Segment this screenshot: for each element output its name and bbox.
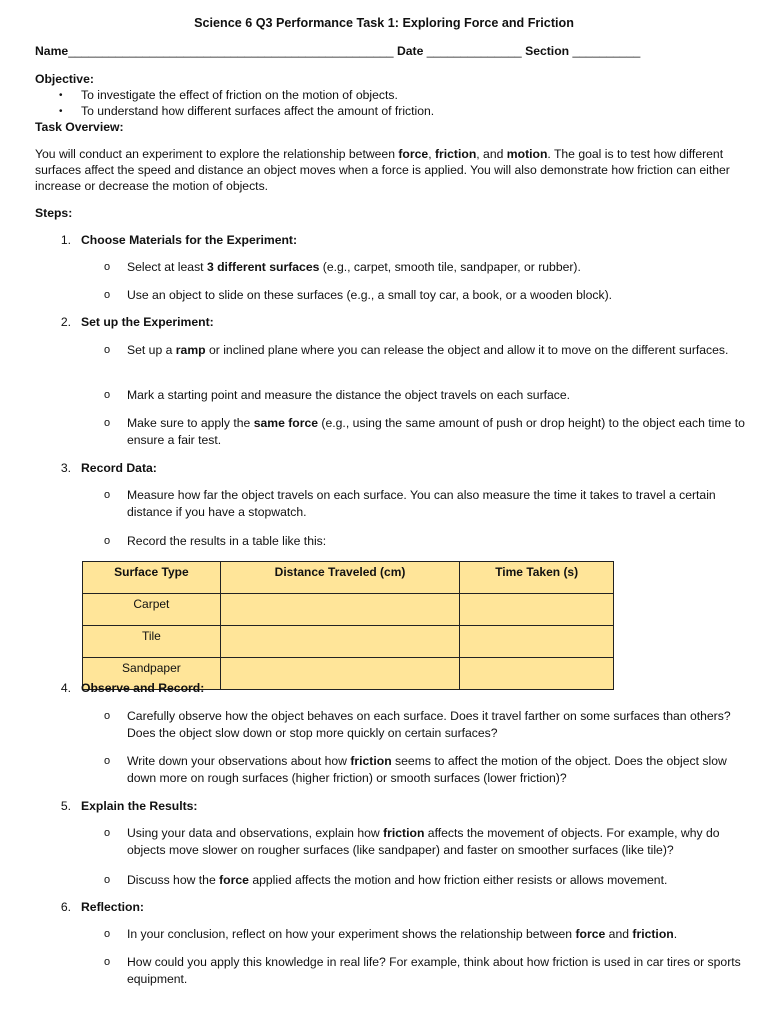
sub-bullet-icon: o bbox=[104, 755, 111, 767]
step-item: Set up a ramp or inclined plane where you can release the object and allow it to move on the different surfaces. bbox=[127, 343, 729, 357]
sub-bullet-icon: o bbox=[104, 289, 111, 301]
table-header-cell: Surface Type bbox=[83, 562, 221, 594]
sub-bullet-icon: o bbox=[104, 928, 111, 940]
objective-item-1: To investigate the effect of friction on the motion of objects. bbox=[81, 88, 398, 102]
name-label: Name bbox=[35, 44, 69, 58]
step-item: Write down your observations about how friction seems to affect the motion of the object. Does the object slow down more on rough surfaces (higher friction) or smooth surfaces (lower friction)? bbox=[127, 754, 727, 785]
table-cell-surface: Tile bbox=[83, 626, 221, 658]
sub-bullet-icon: o bbox=[104, 389, 111, 401]
step-item: Select at least 3 different surfaces (e.g., carpet, smooth tile, sandpaper, or rubber). bbox=[127, 260, 581, 274]
sub-bullet-icon: o bbox=[104, 710, 111, 722]
step-title: Observe and Record: bbox=[81, 681, 205, 695]
step-title: Record Data: bbox=[81, 461, 157, 475]
step-title: Explain the Results: bbox=[81, 799, 198, 813]
sub-bullet-icon: o bbox=[104, 874, 111, 886]
step-number: 2. bbox=[60, 315, 71, 329]
step-title: Reflection: bbox=[81, 900, 144, 914]
objective-item-2: To understand how different surfaces affect the amount of friction. bbox=[81, 104, 435, 118]
step-title: Choose Materials for the Experiment: bbox=[81, 233, 298, 247]
table-cell-time[interactable] bbox=[460, 658, 614, 690]
sub-bullet-icon: o bbox=[104, 535, 111, 547]
steps-heading: Steps: bbox=[35, 206, 73, 220]
section-label: Section bbox=[525, 44, 570, 58]
step-number: 6. bbox=[60, 900, 71, 914]
date-label: Date bbox=[396, 44, 424, 58]
step-item: How could you apply this knowledge in real life? For example, think about how friction is used in car tires or sports equipment. bbox=[127, 955, 741, 986]
sub-bullet-icon: o bbox=[104, 417, 111, 429]
date-blank[interactable]: ______________ bbox=[426, 44, 522, 58]
step-number: 5. bbox=[60, 799, 71, 813]
table-header-cell: Distance Traveled (cm) bbox=[220, 562, 460, 594]
table-cell-surface: Carpet bbox=[83, 594, 221, 626]
table-cell-time[interactable] bbox=[460, 626, 614, 658]
table-cell-distance[interactable] bbox=[220, 658, 460, 690]
sub-bullet-icon: o bbox=[104, 344, 111, 356]
step-item: In your conclusion, reflect on how your experiment shows the relationship between force and friction. bbox=[127, 927, 678, 941]
results-table bbox=[82, 561, 614, 690]
task-overview-heading: Task Overview: bbox=[35, 120, 124, 134]
name-blank[interactable]: ________________________________________________ bbox=[68, 44, 394, 58]
table-cell-distance[interactable] bbox=[220, 594, 460, 626]
task-overview-paragraph: You will conduct an experiment to explore the relationship between force, friction, and motion. The goal is to test how different surfaces affect the speed and distance an object moves when a force is applied. You will also demonstrate how friction can either increase or decrease the motion of objects. bbox=[35, 147, 730, 193]
document-title: Science 6 Q3 Performance Task 1: Exploring Force and Friction bbox=[194, 16, 574, 30]
step-item: Carefully observe how the object behaves on each surface. Does it travel farther on some surfaces than others? Does the object slow down or stop more quickly on certain surfaces? bbox=[127, 709, 731, 740]
step-title: Set up the Experiment: bbox=[81, 315, 214, 329]
sub-bullet-icon: o bbox=[104, 489, 111, 501]
step-item: Measure how far the object travels on each surface. You can also measure the time it takes to travel a certain distance if you have a stopwatch. bbox=[127, 488, 716, 519]
step-number: 3. bbox=[60, 461, 71, 475]
step-item: Use an object to slide on these surfaces (e.g., a small toy car, a book, or a wooden block). bbox=[127, 288, 613, 302]
step-item: Record the results in a table like this: bbox=[127, 534, 327, 548]
objective-bullet-icon: • bbox=[59, 106, 63, 117]
table-header-cell: Time Taken (s) bbox=[460, 562, 614, 594]
section-blank[interactable]: __________ bbox=[572, 44, 641, 58]
step-item: Make sure to apply the same force (e.g., using the same amount of push or drop height) to the object each time to ensure a fair test. bbox=[127, 416, 745, 447]
student-info-line bbox=[35, 43, 640, 60]
step-item: Discuss how the force applied affects the motion and how friction either resists or allows movement. bbox=[127, 873, 668, 887]
table-header-row bbox=[83, 562, 614, 594]
objective-bullet-icon: • bbox=[59, 90, 63, 101]
table-cell-distance[interactable] bbox=[220, 626, 460, 658]
sub-bullet-icon: o bbox=[104, 827, 111, 839]
table-row bbox=[83, 594, 614, 626]
objective-heading: Objective: bbox=[35, 72, 94, 86]
step-item: Using your data and observations, explain how friction affects the movement of objects. For example, why do objects move slower on rougher surfaces (like sandpaper) and faster on smoother surfaces (like tile)? bbox=[127, 826, 720, 857]
step-number: 4. bbox=[60, 681, 71, 695]
sub-bullet-icon: o bbox=[104, 956, 111, 968]
step-number: 1. bbox=[60, 233, 71, 247]
sub-bullet-icon: o bbox=[104, 261, 111, 273]
step-item: Mark a starting point and measure the distance the object travels on each surface. bbox=[127, 388, 571, 402]
table-row bbox=[83, 626, 614, 658]
table-cell-surface: Sandpaper bbox=[83, 658, 221, 690]
table-cell-time[interactable] bbox=[460, 594, 614, 626]
